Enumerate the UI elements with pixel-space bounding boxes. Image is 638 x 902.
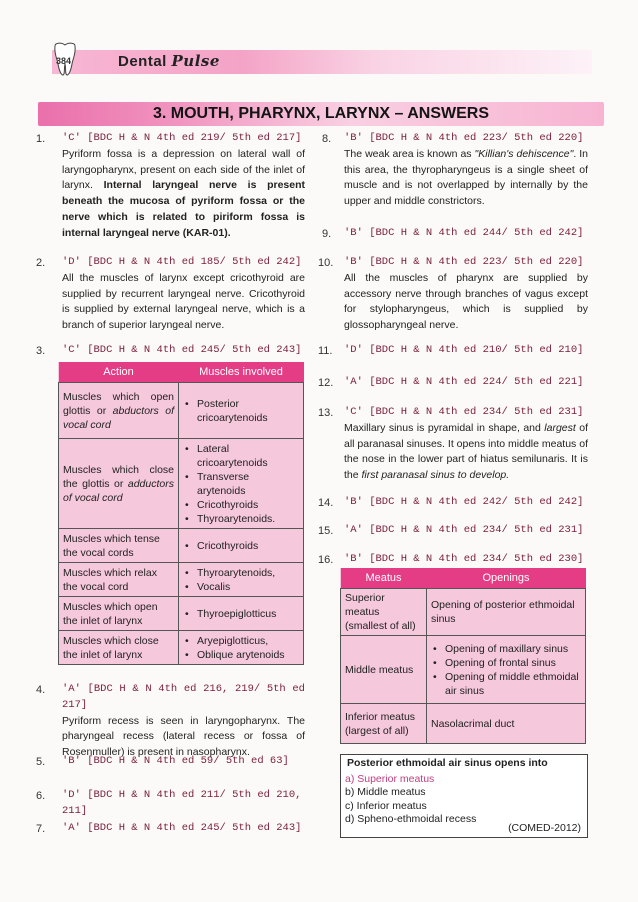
table-cell-muscles: • Lateral cricoarytenoids • Transverse arytenoids • Cricothyroids • Thyroarytenoids. <box>179 439 304 529</box>
table-row <box>59 563 304 597</box>
table-cell-muscles: • Aryepiglotticus, • Oblique arytenoids <box>179 631 304 665</box>
table-cell-action: Muscles which tense the vocal cords <box>59 529 179 563</box>
table-row <box>59 383 304 439</box>
q7-number: 7. <box>36 823 46 835</box>
q11-number: 11. <box>318 345 333 357</box>
table-cell-openings: Nasolacrimal duct <box>427 704 586 744</box>
q6-answer: 'D' [BDC H & N 4th ed 211/ 5th ed 210, 211] <box>62 789 302 817</box>
table-header-muscles: Muscles involved <box>179 362 304 383</box>
section-title: 3. MOUTH, PHARYNX, LARYNX – ANSWERS <box>152 105 490 122</box>
q7-answer: 'A' [BDC H & N 4th ed 245/ 5th ed 243] <box>62 822 302 834</box>
table-cell-meatus: Inferior meatus (largest of all) <box>341 704 427 744</box>
q4-answer: 'A' [BDC H & N 4th ed 216, 219/ 5th ed 217] <box>62 683 305 711</box>
box-source: (COMED-2012) <box>508 821 581 834</box>
table-row <box>59 439 304 529</box>
table-cell-action: Muscles which open glottis or abductors of vocal cord <box>59 383 179 439</box>
brand-script: Pulse <box>171 52 220 70</box>
table-row <box>341 636 586 704</box>
table-row <box>341 589 586 636</box>
table-header-meatus: Meatus <box>341 568 427 589</box>
table-row <box>59 597 304 631</box>
larynx-muscles-table <box>58 362 304 665</box>
q14-answer: 'B' [BDC H & N 4th ed 242/ 5th ed 242] <box>344 496 584 508</box>
q1-number: 1. <box>36 133 46 145</box>
nasal-meatus-table <box>340 568 586 744</box>
table-row <box>59 631 304 665</box>
q5-block <box>62 754 305 770</box>
box-option-a: a) Superior meatus <box>345 772 435 785</box>
q1-block <box>62 131 305 242</box>
q9-number: 9. <box>322 228 332 240</box>
q12-block <box>344 375 588 391</box>
q10-text: All the muscles of pharynx are supplied by accessory nerve through branches of vagus except for stylopharyngeus, which is supplied by glossopharyngeal nerve. <box>344 271 588 332</box>
q1-bold: Internal laryngeal nerve is present beneath the mucosa of pyriform fossa or the nerve which is related to piriform fossa is internal laryngeal nerve (KAR-01). <box>62 179 306 239</box>
box-title: Posterior ethmoidal air sinus opens into <box>347 757 548 769</box>
q15-number: 15. <box>318 525 334 537</box>
q7-block <box>62 821 305 837</box>
q2-number: 2. <box>36 257 46 269</box>
table-cell-action: Muscles which close the glottis or adductors of vocal cord <box>59 439 179 529</box>
q13-answer: 'C' [BDC H & N 4th ed 234/ 5th ed 231] <box>344 406 584 418</box>
q13-block: 'C' [BDC H & N 4th ed 234/ 5th ed 231] Maxillary sinus is pyramidal in shape, and largest of all paranasal sinuses. It opens into middle meatus of the nose in the lower part of hiatus semilunaris. It is the first paranasal sinus to develop. <box>344 406 588 482</box>
q1-text: Pyriform fossa is a depression on lateral wall of laryngopharynx, present on each side of the inlet of larynx. <box>62 147 305 192</box>
q8-answer: 'B' [BDC H & N 4th ed 223/ 5th ed 220] <box>344 132 584 144</box>
q5-number: 5. <box>36 756 46 768</box>
q12-answer: 'A' [BDC H & N 4th ed 224/ 5th ed 221] <box>344 376 584 388</box>
q15-block <box>344 523 588 539</box>
box-option-d: d) Spheno-ethmoidal recess <box>345 813 477 825</box>
table-cell-meatus: Middle meatus <box>341 636 427 704</box>
q16-number: 16. <box>318 554 334 566</box>
box-option-b: b) Middle meatus <box>345 786 426 798</box>
q10-answer: 'B' [BDC H & N 4th ed 223/ 5th ed 220] <box>344 256 584 268</box>
q4-text: Pyriform recess is seen in laryngopharynx. The pharyngeal recess (lateral recess or fossa of Rosenmuller) is present in nasopharynx. <box>62 714 305 759</box>
q6-block <box>62 788 305 820</box>
q14-number: 14. <box>318 497 334 509</box>
question-box <box>340 754 588 838</box>
q4-block <box>62 682 305 761</box>
table-cell-openings: Opening of posterior ethmoidal sinus <box>427 589 586 636</box>
table-row <box>59 529 304 563</box>
q3-block <box>62 343 305 359</box>
q11-answer: 'D' [BDC H & N 4th ed 210/ 5th ed 210] <box>344 344 584 356</box>
q8-block: 'B' [BDC H & N 4th ed 223/ 5th ed 220] The weak area is known as "Killian's dehiscence". In this area, the thyropharyngeus is a single sheet of muscle and is not overlapped by internally by the upper and middle constrictors. <box>344 132 588 208</box>
table-cell-muscles: • Thyroepiglotticus <box>179 597 304 631</box>
q2-answer: 'D' [BDC H & N 4th ed 185/ 5th ed 242] <box>62 256 302 268</box>
table-header-action: Action <box>59 362 179 383</box>
table-cell-action: Muscles which open the inlet of larynx <box>59 597 179 631</box>
q3-number: 3. <box>36 345 46 357</box>
section-title-bar <box>38 102 604 126</box>
brand-title <box>118 52 220 70</box>
q2-text: All the muscles of larynx except cricothyroid are supplied by recurrent laryngeal nerve. Cricothyroid is supplied by external laryngeal nerve, which is a branch of superior laryngeal nerve. <box>62 271 305 332</box>
q12-number: 12. <box>318 377 334 389</box>
q2-block <box>62 255 305 334</box>
q4-number: 4. <box>36 684 46 696</box>
q3-answer: 'C' [BDC H & N 4th ed 245/ 5th ed 243] <box>62 344 302 356</box>
table-cell-action: Muscles which close the inlet of larynx <box>59 631 179 665</box>
q8-number: 8. <box>322 133 332 145</box>
table-header-openings: Openings <box>427 568 586 589</box>
table-row <box>341 704 586 744</box>
q15-answer: 'A' [BDC H & N 4th ed 234/ 5th ed 231] <box>344 524 584 536</box>
page-number: 384 <box>56 56 72 66</box>
q11-block <box>344 343 588 359</box>
q9-block <box>344 226 588 242</box>
q6-number: 6. <box>36 790 46 802</box>
q14-block <box>344 495 588 511</box>
brand-prefix: Dental <box>118 53 167 70</box>
q1-answer: 'C' [BDC H & N 4th ed 219/ 5th ed 217] <box>62 132 302 144</box>
q16-answer: 'B' [BDC H & N 4th ed 234/ 5th ed 230] <box>344 553 584 565</box>
q9-answer: 'B' [BDC H & N 4th ed 244/ 5th ed 242] <box>344 227 584 239</box>
q10-number: 10. <box>318 257 334 269</box>
q16-block <box>344 552 588 568</box>
table-cell-muscles: • Thyroarytenoids, • Vocalis <box>179 563 304 597</box>
q10-block <box>344 255 588 334</box>
table-cell-muscles: • Posterior cricoarytenoids <box>179 383 304 439</box>
table-cell-openings: • Opening of maxillary sinus • Opening of frontal sinus • Opening of middle ethmoidal air sinus <box>427 636 586 704</box>
q13-number: 13. <box>318 407 334 419</box>
q5-answer: 'B' [BDC H & N 4th ed 59/ 5th ed 63] <box>62 755 289 767</box>
table-cell-meatus: Superior meatus (smallest of all) <box>341 589 427 636</box>
table-cell-action: Muscles which relax the vocal cord <box>59 563 179 597</box>
page-header <box>52 50 592 74</box>
table-cell-muscles: • Cricothyroids <box>179 529 304 563</box>
box-option-c: c) Inferior meatus <box>345 799 427 812</box>
